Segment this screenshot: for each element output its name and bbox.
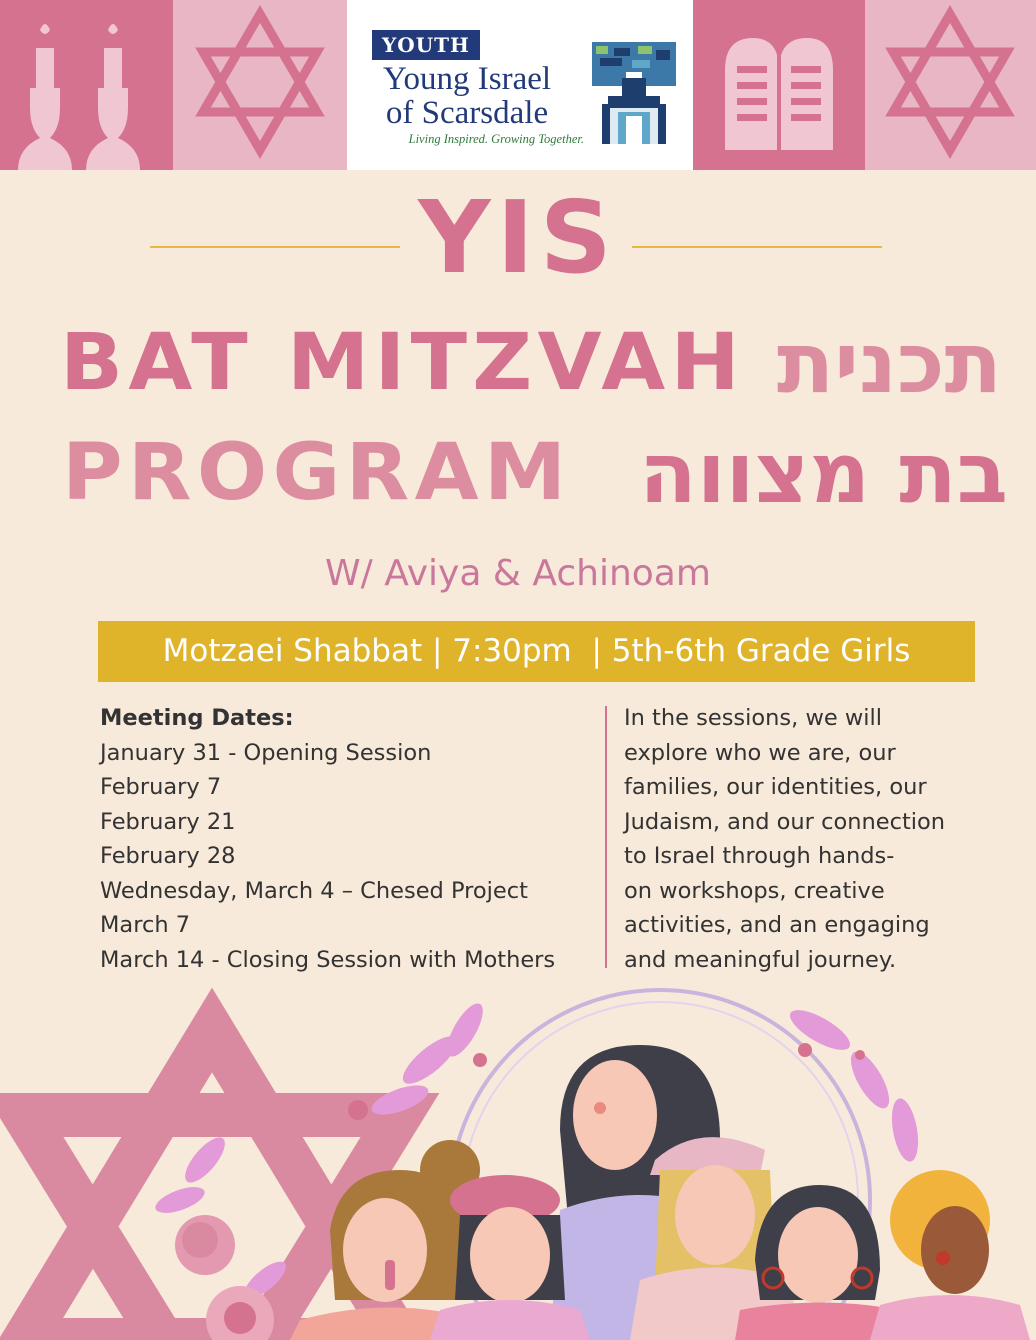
- yis-title: YIS: [418, 179, 618, 296]
- schedule-info-bar: Motzaei Shabbat | 7:30pm | 5th-6th Grade Girls: [98, 621, 975, 682]
- hebrew-title-line2: בת מצווה: [639, 424, 1008, 522]
- column-divider: [605, 706, 607, 968]
- description-line: activities, and an engaging: [624, 912, 930, 938]
- meeting-date-item: Wednesday, March 4 – Chesed Project: [100, 877, 528, 904]
- title-program: PROGRAM: [62, 428, 572, 518]
- hebrew-title-line1: תכנית: [776, 314, 1002, 412]
- program-description: [624, 701, 1004, 977]
- woman-figure: [870, 1170, 1030, 1340]
- org-tagline: Living Inspired. Growing Together.: [408, 132, 584, 146]
- meeting-date-item: February 21: [100, 808, 236, 835]
- meeting-date-item: February 28: [100, 843, 236, 869]
- meeting-dates-heading: Meeting Dates:: [100, 705, 294, 731]
- description-line: to Israel through hands-: [624, 843, 895, 869]
- women-group-illustration: [0, 960, 1036, 1340]
- description-line: families, our identities, our: [624, 774, 927, 800]
- star-tile-right: [865, 0, 1036, 170]
- ten-commandments-icon: [693, 0, 865, 170]
- meeting-date-item: March 14 - Closing Session with Mothers: [100, 946, 556, 973]
- description-line: In the sessions, we will: [624, 705, 882, 731]
- meeting-date-item: January 31 - Opening Session: [100, 739, 432, 766]
- org-name-line2: of Scarsdale: [385, 95, 549, 131]
- description-line: explore who we are, our: [624, 739, 896, 766]
- org-name-line1: Young Israel: [382, 61, 552, 97]
- youth-badge: YOUTH: [372, 30, 480, 60]
- meeting-date-item: February 7: [100, 774, 222, 800]
- star-of-david-icon: [173, 0, 347, 170]
- title-bat-mitzvah: BAT MITZVAH: [60, 318, 746, 408]
- shabbat-candles-icon: [0, 0, 173, 170]
- tablets-tile: [693, 0, 865, 170]
- synagogue-tree-logo-icon: [588, 38, 680, 146]
- star-of-david-icon: [865, 0, 1036, 170]
- meeting-dates-list: [100, 701, 600, 977]
- description-line: Judaism, and our connection: [624, 808, 946, 835]
- meeting-date-item: March 7: [100, 912, 191, 938]
- description-line: and meaningful journey.: [624, 946, 897, 973]
- star-tile-left: [173, 0, 347, 170]
- instructors-line: W/ Aviya & Achinoam: [325, 553, 711, 594]
- description-line: on workshops, creative: [624, 877, 885, 904]
- candlesticks-tile: [0, 0, 173, 170]
